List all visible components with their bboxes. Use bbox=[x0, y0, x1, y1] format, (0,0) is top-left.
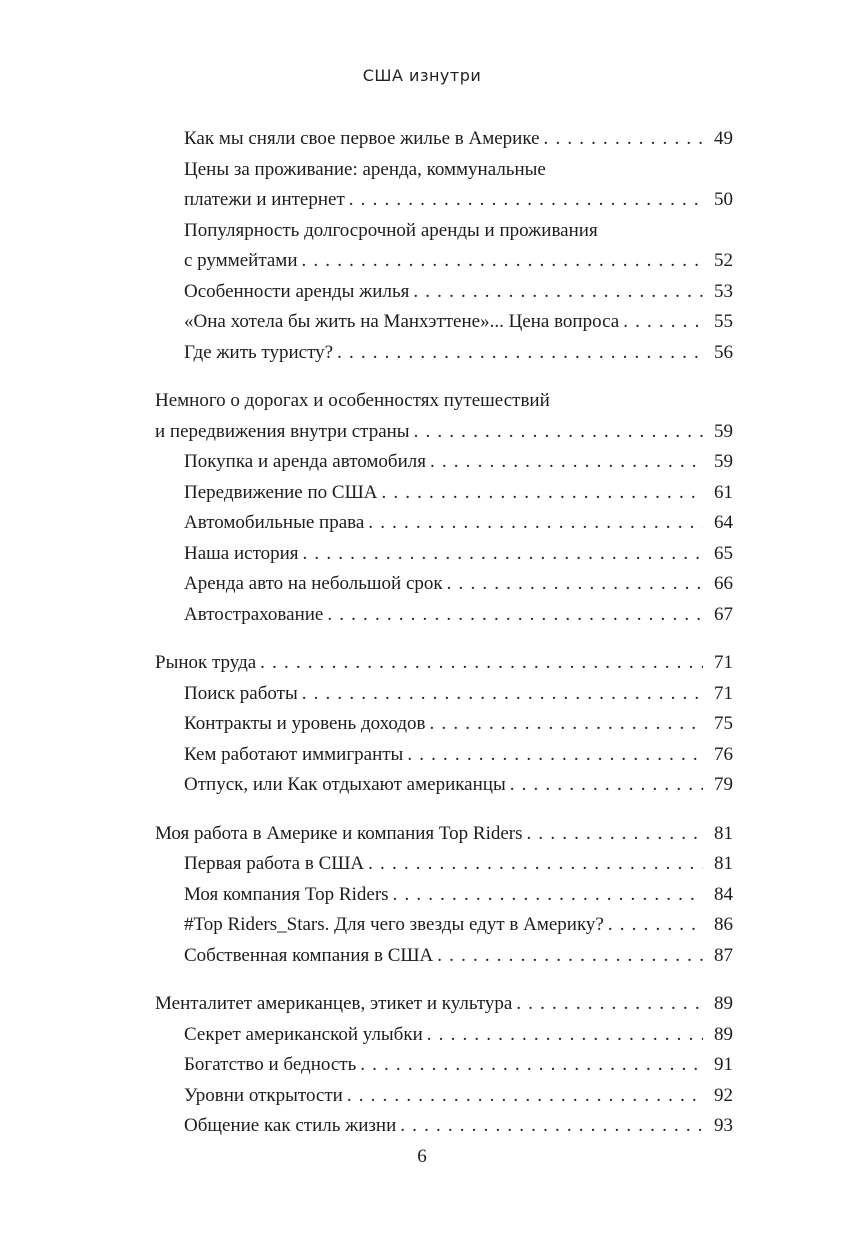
toc-entry-title: и передвижения внутри страны bbox=[155, 420, 410, 442]
dot-leader bbox=[381, 478, 703, 509]
toc-entry-title: Менталитет американцев, этикет и культура bbox=[155, 993, 513, 1014]
toc-entry-line bbox=[184, 569, 733, 600]
page-number: 6 bbox=[417, 1146, 427, 1167]
toc-entry-line bbox=[184, 770, 733, 801]
dot-leader bbox=[544, 124, 703, 155]
dot-leader bbox=[400, 1111, 703, 1142]
toc-page-number: 76 bbox=[714, 743, 733, 765]
toc-subentry[interactable] bbox=[155, 849, 733, 880]
toc-entry-title: Где жить туристу? bbox=[184, 341, 334, 363]
toc-entry-line bbox=[184, 447, 733, 478]
toc-entry-line bbox=[184, 539, 733, 570]
toc-subentry[interactable] bbox=[155, 338, 733, 369]
toc-entry-title: Цены за проживание: аренда, коммунальные bbox=[184, 158, 546, 180]
toc-section bbox=[155, 819, 733, 972]
toc-subentry[interactable] bbox=[155, 709, 733, 740]
toc-page-number: 59 bbox=[714, 420, 733, 442]
toc-subentry[interactable] bbox=[155, 1111, 733, 1142]
toc-entry-title: Поиск работы bbox=[184, 682, 298, 704]
table-of-contents bbox=[155, 124, 733, 1160]
toc-entry-title: Отпуск, или Как отдыхают американцы bbox=[184, 774, 506, 795]
toc-entry-line bbox=[184, 880, 733, 911]
toc-page-number: 84 bbox=[714, 883, 733, 905]
toc-page-number: 49 bbox=[714, 128, 733, 149]
toc-subentry[interactable] bbox=[155, 941, 733, 972]
dot-leader bbox=[623, 307, 703, 338]
toc-entry-line bbox=[184, 1081, 733, 1112]
toc-subentry[interactable] bbox=[155, 679, 733, 710]
toc-subentry[interactable] bbox=[155, 1050, 733, 1081]
toc-entry-title: Как мы сняли свое первое жилье в Америке bbox=[184, 128, 540, 149]
toc-entry-title: Особенности аренды жилья bbox=[184, 280, 410, 302]
toc-entry-title: Кем работают иммигранты bbox=[184, 743, 404, 765]
toc-entry-line bbox=[155, 386, 733, 417]
toc-entry-line bbox=[184, 155, 733, 186]
dot-leader bbox=[368, 508, 703, 539]
toc-entry-line bbox=[184, 508, 733, 539]
toc-page-number: 53 bbox=[714, 280, 733, 302]
toc-entry-title: Богатство и бедность bbox=[184, 1054, 357, 1075]
dot-leader bbox=[349, 185, 703, 216]
toc-entry-title: Популярность долгосрочной аренды и проживания bbox=[184, 219, 598, 241]
dot-leader bbox=[303, 539, 703, 570]
dot-leader bbox=[413, 277, 703, 308]
dot-leader bbox=[360, 1050, 703, 1081]
toc-entry-line bbox=[184, 216, 733, 247]
toc-page-number: 79 bbox=[714, 774, 733, 795]
toc-entry-title: «Она хотела бы жить на Манхэттене»... Цена вопроса bbox=[184, 311, 620, 332]
toc-entry-line bbox=[184, 478, 733, 509]
dot-leader bbox=[407, 740, 703, 771]
dot-leader bbox=[368, 849, 703, 880]
toc-entry-title: #Top Riders_Stars. Для чего звезды едут в Америку? bbox=[184, 914, 604, 935]
toc-subentry[interactable] bbox=[155, 600, 733, 631]
toc-entry-line bbox=[184, 246, 733, 277]
toc-entry-line bbox=[184, 1111, 733, 1142]
toc-subentry[interactable] bbox=[155, 880, 733, 911]
toc-section bbox=[155, 386, 733, 630]
dot-leader bbox=[437, 941, 703, 972]
toc-entry-title: Уровни открытости bbox=[184, 1084, 343, 1106]
toc-page-number: 92 bbox=[714, 1084, 733, 1106]
toc-entry-line bbox=[184, 941, 733, 972]
toc-entry-line bbox=[155, 648, 733, 679]
toc-subentry[interactable] bbox=[155, 478, 733, 509]
dot-leader bbox=[337, 338, 703, 369]
toc-chapter-entry[interactable] bbox=[155, 386, 733, 447]
toc-entry-title: Общение как стиль жизни bbox=[184, 1115, 397, 1136]
toc-subentry[interactable] bbox=[155, 277, 733, 308]
toc-entry-title: Немного о дорогах и особенностях путешествий bbox=[155, 390, 550, 411]
dot-leader bbox=[516, 989, 703, 1020]
dot-leader bbox=[302, 679, 703, 710]
toc-subentry[interactable] bbox=[155, 1020, 733, 1051]
dot-leader bbox=[347, 1081, 703, 1112]
toc-page-number: 66 bbox=[714, 573, 733, 594]
toc-entry-title: платежи и интернет bbox=[184, 189, 345, 210]
toc-subentry[interactable] bbox=[155, 155, 733, 216]
toc-page-number: 64 bbox=[714, 512, 733, 533]
toc-subentry[interactable] bbox=[155, 447, 733, 478]
running-head: США изнутри bbox=[362, 66, 482, 85]
toc-entry-title: Покупка и аренда автомобиля bbox=[184, 451, 426, 472]
toc-page-number: 81 bbox=[714, 822, 733, 844]
toc-entry-title: Автострахование bbox=[184, 603, 324, 625]
toc-page-number: 55 bbox=[714, 311, 733, 332]
dot-leader bbox=[608, 910, 703, 941]
toc-entry-title: Моя компания Top Riders bbox=[184, 883, 389, 905]
toc-entry-title: Контракты и уровень доходов bbox=[184, 713, 426, 734]
toc-page-number: 65 bbox=[714, 542, 733, 564]
toc-entry-line bbox=[184, 124, 733, 155]
toc-subentry[interactable] bbox=[155, 740, 733, 771]
toc-page-number: 89 bbox=[714, 1023, 733, 1045]
toc-page-number: 91 bbox=[714, 1054, 733, 1075]
toc-page-number: 50 bbox=[714, 189, 733, 210]
dot-leader bbox=[447, 569, 703, 600]
toc-subentry[interactable] bbox=[155, 539, 733, 570]
dot-leader bbox=[430, 447, 703, 478]
toc-page-number: 71 bbox=[714, 682, 733, 704]
toc-entry-line bbox=[184, 185, 733, 216]
toc-entry-line bbox=[184, 679, 733, 710]
toc-page-number: 89 bbox=[714, 993, 733, 1014]
toc-subentry[interactable] bbox=[155, 307, 733, 338]
toc-entry-line bbox=[184, 849, 733, 880]
toc-entry-line bbox=[184, 1050, 733, 1081]
dot-leader bbox=[327, 600, 703, 631]
toc-entry-title: Передвижение по США bbox=[184, 481, 378, 503]
toc-subentry[interactable] bbox=[155, 124, 733, 155]
toc-chapter-entry[interactable] bbox=[155, 989, 733, 1020]
toc-chapter-entry[interactable] bbox=[155, 648, 733, 679]
toc-entry-title: Рынок труда bbox=[155, 652, 257, 673]
toc-subentry[interactable] bbox=[155, 1081, 733, 1112]
toc-subentry[interactable] bbox=[155, 216, 733, 277]
toc-entry-title: Моя работа в Америке и компания Top Riders bbox=[155, 822, 523, 844]
toc-page-number: 87 bbox=[714, 944, 733, 966]
toc-entry-line bbox=[184, 338, 733, 369]
toc-entry-line bbox=[155, 417, 733, 448]
toc-entry-title: Аренда авто на небольшой срок bbox=[184, 573, 443, 594]
toc-entry-title: с руммейтами bbox=[184, 250, 298, 271]
dot-leader bbox=[260, 648, 703, 679]
toc-entry-line bbox=[184, 600, 733, 631]
toc-page-number: 86 bbox=[714, 914, 733, 935]
dot-leader bbox=[427, 1020, 703, 1051]
dot-leader bbox=[302, 246, 704, 277]
toc-page-number: 61 bbox=[714, 481, 733, 503]
toc-page-number: 56 bbox=[714, 341, 733, 363]
dot-leader bbox=[527, 819, 703, 850]
dot-leader bbox=[430, 709, 703, 740]
dot-leader bbox=[393, 880, 703, 911]
toc-entry-title: Секрет американской улыбки bbox=[184, 1023, 423, 1045]
toc-chapter-entry[interactable] bbox=[155, 819, 733, 850]
toc-page-number: 52 bbox=[714, 250, 733, 271]
toc-section bbox=[155, 989, 733, 1142]
toc-entry-line bbox=[155, 819, 733, 850]
toc-entry-line bbox=[184, 709, 733, 740]
toc-subentry[interactable] bbox=[155, 910, 733, 941]
dot-leader bbox=[510, 770, 703, 801]
toc-entry-title: Первая работа в США bbox=[184, 853, 365, 874]
toc-page-number: 67 bbox=[714, 603, 733, 625]
toc-subentry[interactable] bbox=[155, 569, 733, 600]
dot-leader bbox=[414, 417, 703, 448]
toc-entry-line bbox=[155, 989, 733, 1020]
toc-entry-title: Собственная компания в США bbox=[184, 944, 434, 966]
toc-entry-line bbox=[184, 740, 733, 771]
toc-section bbox=[155, 124, 733, 368]
toc-entry-title: Автомобильные права bbox=[184, 512, 365, 533]
toc-entry-line bbox=[184, 1020, 733, 1051]
toc-page-number: 59 bbox=[714, 451, 733, 472]
toc-page-number: 71 bbox=[714, 652, 733, 673]
toc-entry-line bbox=[184, 277, 733, 308]
toc-section bbox=[155, 648, 733, 801]
toc-page-number: 75 bbox=[714, 713, 733, 734]
toc-page-number: 93 bbox=[714, 1115, 733, 1136]
toc-entry-line bbox=[184, 910, 733, 941]
toc-subentry[interactable] bbox=[155, 770, 733, 801]
toc-entry-title: Наша история bbox=[184, 542, 299, 564]
toc-subentry[interactable] bbox=[155, 508, 733, 539]
toc-page-number: 81 bbox=[714, 853, 733, 874]
toc-entry-line bbox=[184, 307, 733, 338]
